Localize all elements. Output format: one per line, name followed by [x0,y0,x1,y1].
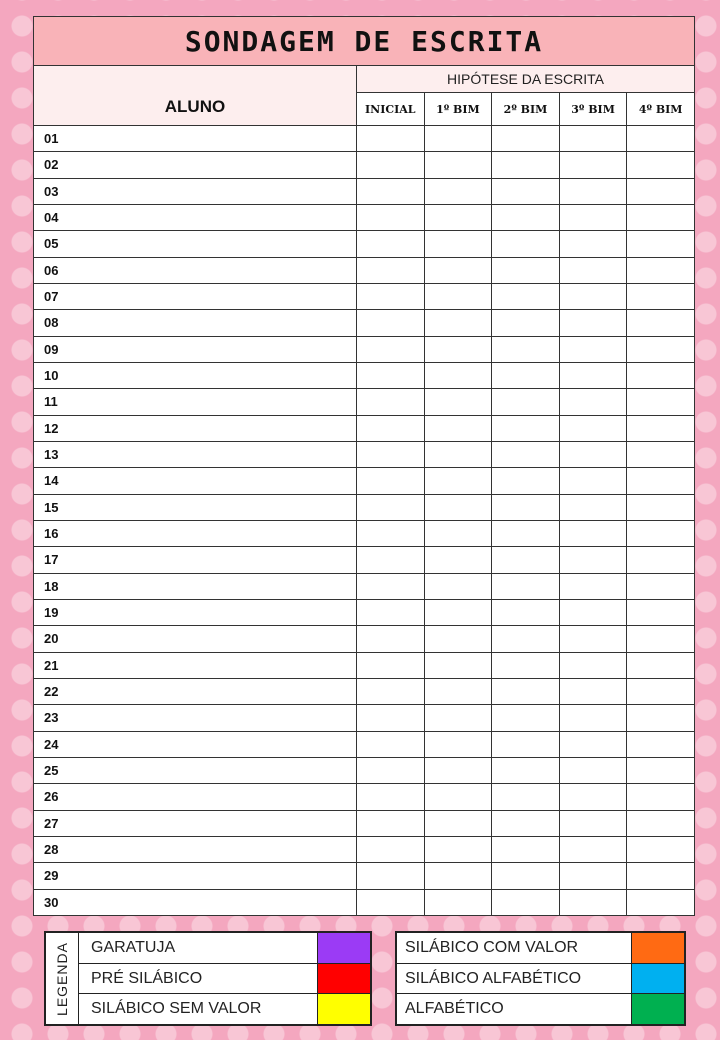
hypothesis-cell[interactable] [560,337,628,362]
table-row [34,389,694,415]
student-name-cell[interactable]: 27 [34,811,357,836]
student-name-cell[interactable]: 13 [34,442,357,467]
hypothesis-cell[interactable] [492,679,560,704]
legend-item-pre-silabico [79,964,370,995]
hypothesis-cell[interactable] [492,205,560,230]
student-name-cell[interactable]: 15 [34,495,357,520]
hypothesis-cell[interactable] [627,626,694,651]
legend-label: SILÁBICO COM VALOR [405,938,579,956]
hypothesis-cell[interactable] [560,468,628,493]
hypothesis-cell[interactable] [492,758,560,783]
hypothesis-cell[interactable] [492,863,560,888]
table-row [34,758,694,784]
table-row [34,653,694,679]
hypothesis-cell[interactable] [357,284,425,309]
column-header-inicial: INICIAL [357,93,425,125]
hypothesis-cell[interactable] [492,732,560,757]
table-row [34,600,694,626]
hypothesis-cell[interactable] [425,784,493,809]
hypothesis-cell[interactable] [357,863,425,888]
hypothesis-cell[interactable] [357,310,425,335]
hypothesis-cell[interactable] [492,258,560,283]
student-name-cell[interactable]: 05 [34,231,357,256]
hypothesis-cell[interactable] [560,890,628,916]
hypothesis-cell[interactable] [627,205,694,230]
table-row [34,363,694,389]
hypothesis-cell[interactable] [492,600,560,625]
hypothesis-cell[interactable] [627,574,694,599]
hypothesis-cell[interactable] [627,890,694,916]
student-name-cell[interactable]: 24 [34,732,357,757]
hypothesis-cell[interactable] [492,389,560,414]
hypothesis-cell[interactable] [560,758,628,783]
legend-title-cell [46,933,79,1024]
assessment-sheet [33,16,695,916]
hypothesis-cell[interactable] [560,679,628,704]
hypothesis-cell[interactable] [560,389,628,414]
table-row [34,521,694,547]
hypothesis-cell[interactable] [425,600,493,625]
legend-label: GARATUJA [91,938,176,956]
hypothesis-cell[interactable] [425,495,493,520]
student-rows [34,126,694,916]
hypothesis-cell[interactable] [357,574,425,599]
hypothesis-cell[interactable] [627,811,694,836]
hypothesis-header [357,66,694,125]
hypothesis-cell[interactable] [627,363,694,388]
student-name-cell[interactable]: 12 [34,416,357,441]
student-name-cell[interactable]: 01 [34,126,357,151]
hypothesis-cell[interactable] [425,389,493,414]
legend-item-silabico-com-valor [397,933,684,964]
student-name-cell[interactable]: 03 [34,179,357,204]
hypothesis-cell[interactable] [560,442,628,467]
hypothesis-cell[interactable] [425,890,493,916]
hypothesis-cell[interactable] [492,811,560,836]
hypothesis-cell[interactable] [627,442,694,467]
hypothesis-cell[interactable] [627,600,694,625]
hypothesis-columns [357,93,694,125]
hypothesis-cell[interactable] [357,837,425,862]
hypothesis-cell[interactable] [357,363,425,388]
student-name-cell[interactable]: 29 [34,863,357,888]
hypothesis-cell[interactable] [425,468,493,493]
table-row [34,468,694,494]
hypothesis-cell[interactable] [357,600,425,625]
hypothesis-cell[interactable] [357,231,425,256]
hypothesis-cell[interactable] [560,863,628,888]
hypothesis-cell[interactable] [492,363,560,388]
hypothesis-cell[interactable] [357,416,425,441]
hypothesis-cell[interactable] [492,890,560,916]
hypothesis-cell[interactable] [425,152,493,177]
table-row [34,574,694,600]
hypothesis-cell[interactable] [627,337,694,362]
hypothesis-cell[interactable] [425,653,493,678]
hypothesis-cell[interactable] [357,179,425,204]
hypothesis-cell[interactable] [425,705,493,730]
table-row [34,258,694,284]
hypothesis-cell[interactable] [492,495,560,520]
color-swatch [317,994,370,1024]
hypothesis-cell[interactable] [357,679,425,704]
hypothesis-cell[interactable] [357,521,425,546]
color-swatch [631,994,684,1024]
hypothesis-cell[interactable] [627,468,694,493]
hypothesis-cell[interactable] [627,705,694,730]
legend-label: ALFABÉTICO [405,1000,504,1018]
hypothesis-cell[interactable] [492,784,560,809]
hypothesis-cell[interactable] [560,600,628,625]
column-header-1bim: 1º BIM [425,93,493,125]
table-row [34,310,694,336]
hypothesis-cell[interactable] [627,521,694,546]
column-header-3bim: 3º BIM [560,93,628,125]
student-name-cell[interactable]: 14 [34,468,357,493]
student-name-cell[interactable]: 06 [34,258,357,283]
student-name-cell[interactable]: 18 [34,574,357,599]
color-swatch [631,933,684,963]
hypothesis-cell[interactable] [425,442,493,467]
table-row [34,337,694,363]
table-row [34,732,694,758]
hypothesis-cell[interactable] [627,152,694,177]
hypothesis-cell[interactable] [560,179,628,204]
table-header [34,66,694,126]
student-name-cell[interactable]: 16 [34,521,357,546]
student-name-cell[interactable]: 20 [34,626,357,651]
hypothesis-cell[interactable] [492,521,560,546]
hypothesis-cell[interactable] [357,626,425,651]
hypothesis-cell[interactable] [627,284,694,309]
hypothesis-cell[interactable] [357,547,425,572]
hypothesis-cell[interactable] [425,521,493,546]
hypothesis-cell[interactable] [357,811,425,836]
student-name-cell[interactable]: 26 [34,784,357,809]
hypothesis-cell[interactable] [560,653,628,678]
student-name-cell[interactable]: 19 [34,600,357,625]
hypothesis-cell[interactable] [627,758,694,783]
hypothesis-cell[interactable] [560,574,628,599]
column-header-4bim: 4º BIM [638,102,683,116]
legend-left [44,931,372,1026]
student-name-cell[interactable]: 21 [34,653,357,678]
table-row [34,126,694,152]
table-row [34,837,694,863]
student-column-header: ALUNO [34,66,357,125]
hypothesis-cell[interactable] [492,468,560,493]
hypothesis-cell[interactable] [560,784,628,809]
color-swatch [317,964,370,994]
table-row [34,416,694,442]
table-row [34,152,694,178]
hypothesis-cell[interactable] [560,837,628,862]
legend-items-left [79,933,370,1024]
hypothesis-cell[interactable] [627,126,694,151]
student-name-cell[interactable]: 30 [34,890,357,916]
student-name-cell[interactable]: 22 [34,679,357,704]
table-row [34,863,694,889]
hypothesis-cell[interactable] [425,231,493,256]
table-row [34,626,694,652]
hypothesis-cell[interactable] [425,863,493,888]
hypothesis-cell[interactable] [492,837,560,862]
hypothesis-cell[interactable] [425,310,493,335]
hypothesis-cell[interactable] [357,732,425,757]
hypothesis-cell[interactable] [492,310,560,335]
hypothesis-cell[interactable] [425,547,493,572]
hypothesis-cell[interactable] [425,126,493,151]
table-row [34,442,694,468]
hypothesis-cell[interactable] [425,626,493,651]
hypothesis-cell[interactable] [627,547,694,572]
hypothesis-cell[interactable] [560,258,628,283]
hypothesis-cell[interactable] [627,732,694,757]
hypothesis-cell[interactable] [492,626,560,651]
hypothesis-cell[interactable] [492,653,560,678]
legend-label: PRÉ SILÁBICO [91,969,203,987]
hypothesis-cell[interactable] [357,152,425,177]
hypothesis-cell[interactable] [357,653,425,678]
hypothesis-cell[interactable] [492,547,560,572]
hypothesis-cell[interactable] [357,389,425,414]
hypothesis-cell[interactable] [560,732,628,757]
hypothesis-cell[interactable] [492,231,560,256]
hypothesis-cell[interactable] [425,837,493,862]
hypothesis-cell[interactable] [425,284,493,309]
hypothesis-cell[interactable] [357,442,425,467]
table-row [34,284,694,310]
hypothesis-cell[interactable] [357,468,425,493]
hypothesis-cell[interactable] [560,231,628,256]
hypothesis-cell[interactable] [492,416,560,441]
table-row [34,890,694,916]
hypothesis-cell[interactable] [627,495,694,520]
student-name-cell[interactable]: 10 [34,363,357,388]
hypothesis-cell[interactable] [425,416,493,441]
hypothesis-cell[interactable] [492,574,560,599]
legend-items-right [397,933,684,1024]
column-header-2bim: 2º BIM [492,93,560,125]
hypothesis-cell[interactable] [425,758,493,783]
hypothesis-cell[interactable] [425,732,493,757]
student-name-cell[interactable]: 23 [34,705,357,730]
student-name-cell[interactable]: 07 [34,284,357,309]
hypothesis-cell[interactable] [560,126,628,151]
hypothesis-cell[interactable] [627,258,694,283]
hypothesis-cell[interactable] [560,363,628,388]
legend-item-alfabetico [397,994,684,1024]
hypothesis-cell[interactable] [357,258,425,283]
student-name-cell[interactable]: 17 [34,547,357,572]
hypothesis-cell[interactable] [560,521,628,546]
hypothesis-cell[interactable] [627,679,694,704]
hypothesis-cell[interactable] [492,152,560,177]
hypothesis-cell[interactable] [627,837,694,862]
hypothesis-cell[interactable] [492,126,560,151]
table-row [34,231,694,257]
table-row [34,179,694,205]
hypothesis-cell[interactable] [357,784,425,809]
hypothesis-cell[interactable] [560,547,628,572]
color-swatch [631,964,684,994]
hypothesis-cell[interactable] [425,205,493,230]
hypothesis-cell[interactable] [357,705,425,730]
hypothesis-cell[interactable] [492,337,560,362]
hypothesis-cell[interactable] [627,179,694,204]
hypothesis-cell[interactable] [560,811,628,836]
table-row [34,679,694,705]
student-name-cell[interactable]: 02 [34,152,357,177]
hypothesis-cell[interactable] [627,389,694,414]
hypothesis-cell[interactable] [357,758,425,783]
student-name-cell[interactable]: 25 [34,758,357,783]
color-swatch [317,933,370,963]
hypothesis-cell[interactable] [627,416,694,441]
hypothesis-cell[interactable] [560,152,628,177]
hypothesis-cell[interactable] [357,495,425,520]
student-name-cell[interactable]: 28 [34,837,357,862]
hypothesis-cell[interactable] [627,653,694,678]
student-name-cell[interactable]: 04 [34,205,357,230]
hypothesis-cell[interactable] [425,337,493,362]
hypothesis-cell[interactable] [357,126,425,151]
hypothesis-cell[interactable] [560,205,628,230]
table-row [34,547,694,573]
legend-item-silabico-sem-valor [79,994,370,1024]
hypothesis-cell[interactable] [492,442,560,467]
hypothesis-cell[interactable] [357,337,425,362]
hypothesis-cell[interactable] [560,416,628,441]
student-name-cell[interactable]: 09 [34,337,357,362]
hypothesis-cell[interactable] [425,679,493,704]
hypothesis-cell[interactable] [627,784,694,809]
hypothesis-cell[interactable] [357,205,425,230]
hypothesis-cell[interactable] [425,811,493,836]
hypothesis-cell[interactable] [492,705,560,730]
hypothesis-title: HIPÓTESE DA ESCRITA [357,66,694,93]
hypothesis-cell[interactable] [425,179,493,204]
hypothesis-cell[interactable] [425,574,493,599]
hypothesis-cell[interactable] [627,310,694,335]
table-row [34,784,694,810]
table-row [34,495,694,521]
legend-label: SILÁBICO ALFABÉTICO [405,969,582,987]
hypothesis-cell[interactable] [492,284,560,309]
hypothesis-cell[interactable] [492,179,560,204]
table-row [34,705,694,731]
hypothesis-cell[interactable] [560,626,628,651]
hypothesis-cell[interactable] [425,363,493,388]
page-title: SONDAGEM DE ESCRITA [34,17,694,66]
hypothesis-cell[interactable] [627,231,694,256]
hypothesis-cell[interactable] [560,495,628,520]
legend-item-garatuja [79,933,370,964]
hypothesis-cell[interactable] [357,890,425,916]
legend-label: SILÁBICO SEM VALOR [91,1000,262,1018]
table-row [34,811,694,837]
hypothesis-cell[interactable] [425,258,493,283]
table-row [34,205,694,231]
student-name-cell[interactable]: 08 [34,310,357,335]
legend-title: LEGENDA [54,941,71,1016]
hypothesis-cell[interactable] [560,284,628,309]
hypothesis-cell[interactable] [627,863,694,888]
legend-item-silabico-alfabetico [397,964,684,995]
legend-right [395,931,686,1026]
hypothesis-cell[interactable] [560,310,628,335]
hypothesis-cell[interactable] [560,705,628,730]
student-name-cell[interactable]: 11 [34,389,357,414]
